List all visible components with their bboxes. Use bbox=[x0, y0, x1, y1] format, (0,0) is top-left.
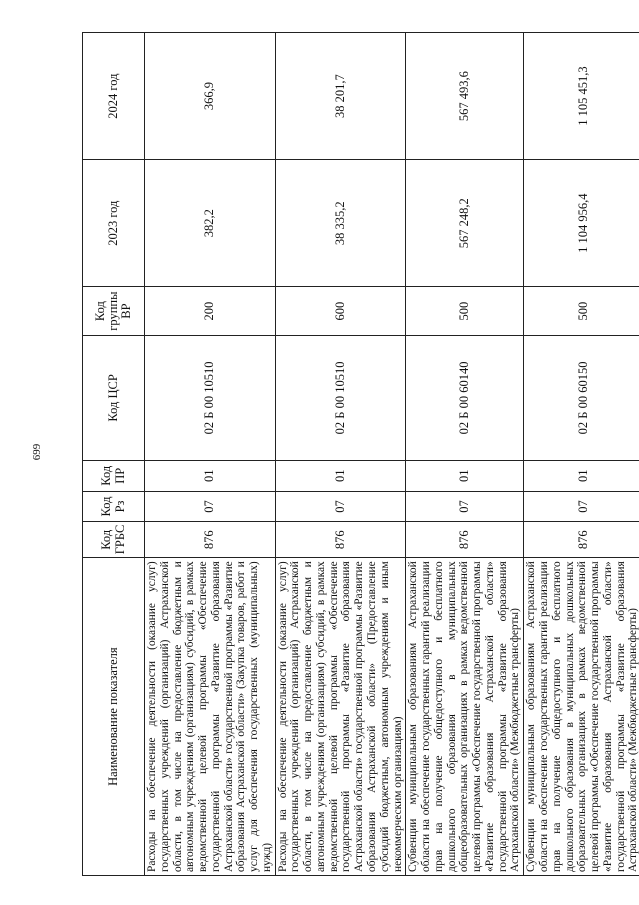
row-2024: 1 105 451,3 bbox=[524, 33, 639, 160]
header-grbs: Код ГРБС bbox=[83, 522, 145, 558]
header-csr: Код ЦСР bbox=[83, 335, 145, 460]
row-grbs: 876 bbox=[275, 522, 406, 558]
row-pr: 01 bbox=[275, 460, 406, 491]
table-row bbox=[275, 33, 406, 876]
row-2023: 382,2 bbox=[145, 160, 276, 287]
row-rz: 07 bbox=[406, 491, 524, 522]
row-name: Субвенции муниципальным образованиям Астраханской области на обеспечение государственных гарантий реализации прав на получение общедоступного и бесплатного дошкольного образования в муниципальных общеобразовательных организациях в рамках ведомственной целевой программы «Обеспечение государственной программы «Развитие образования Астраханской области» государственной программы «Развитие образования Астраханской области» (Межбюджетные трансферты) bbox=[406, 558, 524, 876]
row-csr: 02 Б 00 60140 bbox=[406, 335, 524, 460]
row-csr: 02 Б 00 60150 bbox=[524, 335, 639, 460]
row-2024: 567 493,6 bbox=[406, 33, 524, 160]
header-2024: 2024 год bbox=[83, 33, 145, 160]
table-row bbox=[406, 33, 524, 876]
row-pr: 01 bbox=[406, 460, 524, 491]
row-2023: 567 248,2 bbox=[406, 160, 524, 287]
row-rz: 07 bbox=[275, 491, 406, 522]
row-csr: 02 Б 00 10510 bbox=[145, 335, 276, 460]
budget-table-container bbox=[82, 32, 639, 876]
header-name: Наименование показателя bbox=[83, 558, 145, 876]
header-vr: Код группы ВР bbox=[83, 287, 145, 336]
row-2024: 38 201,7 bbox=[275, 33, 406, 160]
rotated-table-frame bbox=[82, 32, 639, 876]
row-grbs: 876 bbox=[406, 522, 524, 558]
page-number: 699 bbox=[31, 443, 43, 461]
header-rz: Код Рз bbox=[83, 491, 145, 522]
row-grbs: 876 bbox=[145, 522, 276, 558]
row-2023: 1 104 956,4 bbox=[524, 160, 639, 287]
row-pr: 01 bbox=[524, 460, 639, 491]
row-vr: 500 bbox=[406, 287, 524, 336]
header-pr: Код ПР bbox=[83, 460, 145, 491]
row-rz: 07 bbox=[145, 491, 276, 522]
table-row bbox=[524, 33, 639, 876]
row-vr: 500 bbox=[524, 287, 639, 336]
row-name: Расходы на обеспечение деятельности (оказание услуг) государственных учреждений (организаций) Астраханской области, в том числе на предоставление бюджетным и автономным учреждениям (организациям) субсидий, в рамках ведомственной целевой программы «Обеспечение государственной программы «Развитие образования Астраханской области» государственной программы «Развитие образования Астраханской области» (Закупка товаров, работ и услуг для обеспечения государственных (муниципальных) нужд) bbox=[145, 558, 276, 876]
row-name: Субвенции муниципальным образованиям Астраханской области на обеспечение государственных гарантий реализации прав на получение общедоступного и бесплатного дошкольного образования в муниципальных дошкольных образовательных организациях в рамках ведомственной целевой программы «Обеспечение государственной программы «Развитие образования Астраханской области» государственной программы «Развитие образования Астраханской области» (Межбюджетные трансферты) bbox=[524, 558, 639, 876]
row-csr: 02 Б 00 10510 bbox=[275, 335, 406, 460]
table-row bbox=[145, 33, 276, 876]
row-pr: 01 bbox=[145, 460, 276, 491]
row-name: Расходы на обеспечение деятельности (оказание услуг) государственных учреждений (организаций) Астраханской области, в том числе на предоставление бюджетным и автономным учреждениям (организациям) субсидий, в рамках ведомственной целевой программы «Обеспечение государственной программы «Развитие образования Астраханской области» государственной программы «Развитие образования Астраханской области» (Предоставление субсидий бюджетным, автономным учреждениям и иным некоммерческим организациям) bbox=[275, 558, 406, 876]
row-grbs: 876 bbox=[524, 522, 639, 558]
row-2024: 366,9 bbox=[145, 33, 276, 160]
table-header-row bbox=[83, 33, 145, 876]
row-rz: 07 bbox=[524, 491, 639, 522]
budget-table bbox=[82, 32, 639, 876]
row-vr: 600 bbox=[275, 287, 406, 336]
row-vr: 200 bbox=[145, 287, 276, 336]
row-2023: 38 335,2 bbox=[275, 160, 406, 287]
header-2023: 2023 год bbox=[83, 160, 145, 287]
